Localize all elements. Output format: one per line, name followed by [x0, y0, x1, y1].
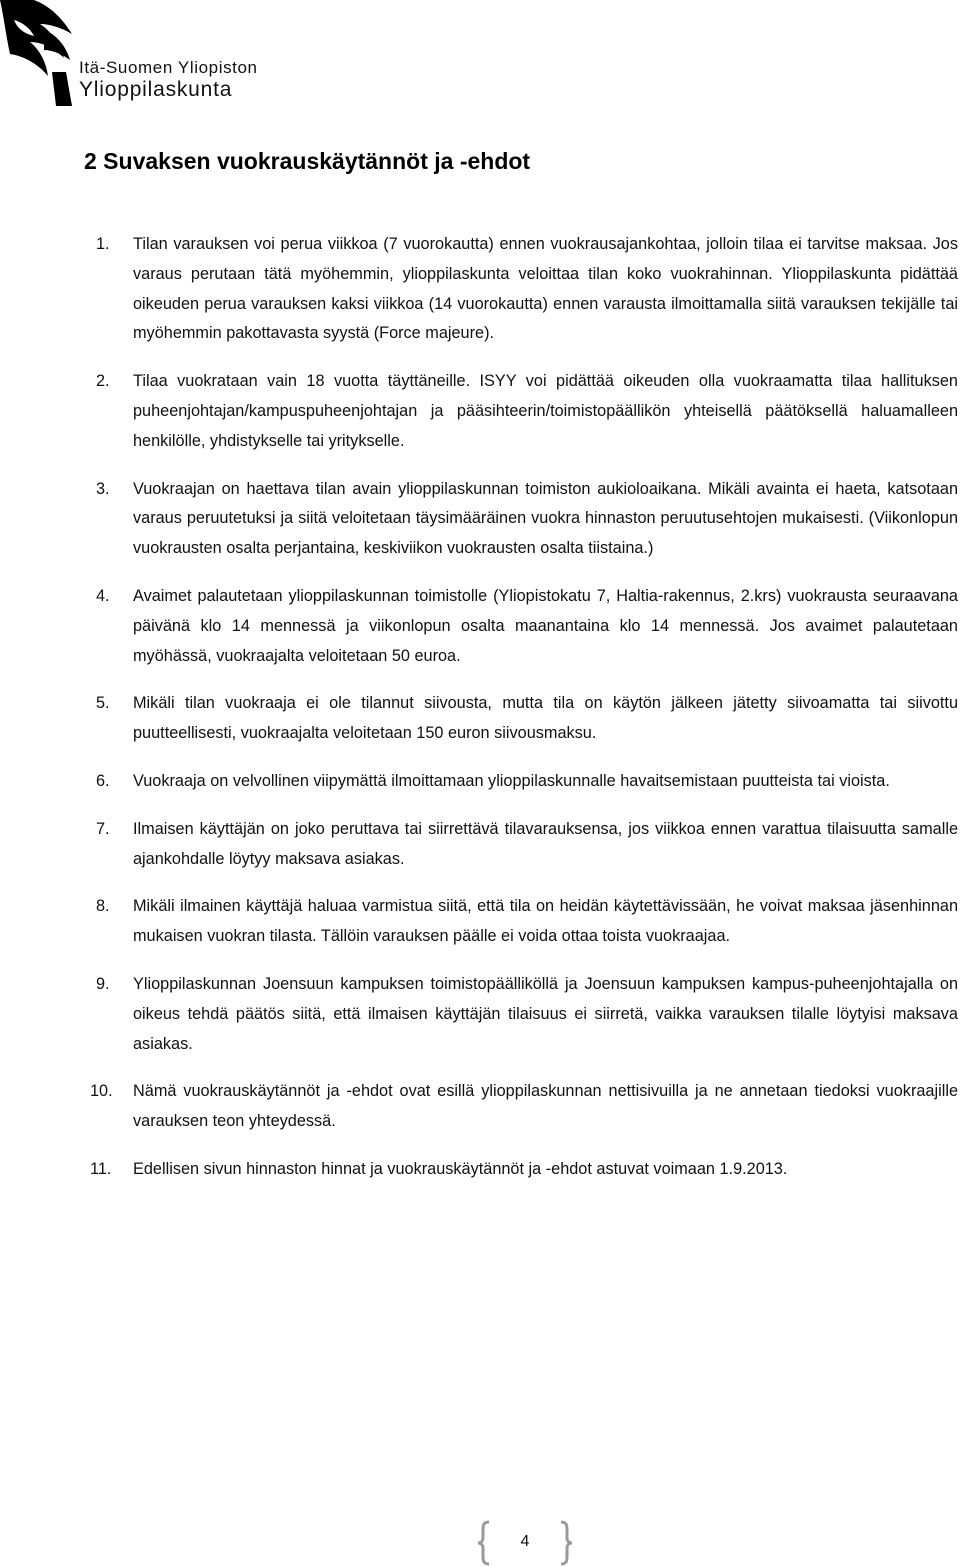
rule-item-2	[96, 367, 958, 456]
rule-item-7	[96, 815, 958, 875]
rule-text: Tilan varauksen voi perua viikkoa (7 vuorokautta) ennen vuokrausajankohtaa, jolloin tilaa ei tarvitse maksaa. Jos varaus perutaan tätä myöhemmin, ylioppilaskunta veloittaa tilan koko vuokrahinnan. Ylioppilaskunta pidättää oikeuden perua varauksen kaksi viikkoa (14 vuorokautta) ennen varausta ilmoittamalla siitä varauksen tekijälle tai myöhemmin pakottavasta syystä (Force majeure).	[133, 235, 958, 343]
rule-number: 7.	[96, 819, 110, 838]
rule-text: Mikäli ilmainen käyttäjä haluaa varmistua siitä, että tila on heidän käytettävissään, he voivat maksaa jäsenhinnan mukaisen vuokran tilasta. Tällöin varauksen päälle ei voida ottaa toista vuokraajaa.	[133, 897, 958, 946]
rule-item-10	[90, 1077, 958, 1137]
rule-text: Ilmaisen käyttäjän on joko peruttava tai siirrettävä tilavarauksensa, jos viikkoa ennen varattua tilaisuutta samalle ajankohdalle löytyy maksava asiakas.	[133, 819, 958, 868]
logo-organization-line: Itä-Suomen Yliopiston	[79, 58, 258, 77]
rule-number: 9.	[96, 974, 110, 993]
rule-number: 10.	[90, 1082, 113, 1101]
rule-text: Edellisen sivun hinnaston hinnat ja vuokrauskäytännöt ja -ehdot astuvat voimaan 1.9.2013.	[133, 1159, 788, 1178]
rule-number: 4.	[96, 586, 110, 605]
rule-number: 1.	[96, 235, 110, 253]
rule-item-3	[96, 475, 958, 564]
rule-number: 5.	[96, 694, 110, 713]
rule-text: Tilaa vuokrataan vain 18 vuotta täyttäneille. ISYY voi pidättää oikeuden olla vuokraamatta tilaa hallituksen puheenjohtajan/kampuspuheenjohtajan ja pääsihteerin/toimistopäällikön yhteisellä päätöksellä haluamalleen henkilölle, yhdistykselle tai yritykselle.	[133, 372, 958, 450]
rule-text: Ylioppilaskunnan Joensuun kampuksen toimistopäälliköllä ja Joensuun kampuksen kampus-puheenjohtajalla on oikeus tehdä päätös siitä, että ilmaisen käyttäjän tilaisuus ei siirretä, vaikka varauksen tilalle löytyisi maksava asiakas.	[133, 974, 958, 1053]
rule-item-11	[90, 1155, 958, 1185]
logo	[0, 0, 310, 110]
logo-union-line: Ylioppilaskunta	[79, 78, 233, 101]
rule-text: Vuokraaja on velvollinen viipymättä ilmoittamaan ylioppilaskunnalle havaitsemistaan puutteista tai vioista.	[133, 771, 890, 790]
rule-number: 6.	[96, 771, 110, 790]
rule-number: 2.	[96, 372, 110, 391]
rule-text: Vuokraajan on haettava tilan avain ylioppilaskunnan toimiston aukioloaikana. Mikäli avainta ei haeta, katsotaan varaus peruutetuksi ja siitä veloitetaan täysimääräinen vuokra hinnaston peruutusehtojen mukaisesti. (Viikonlopun vuokrausten osalta perjantaina, keskiviikon vuokrausten osalta tiistaina.)	[133, 479, 958, 558]
rule-item-9	[96, 970, 958, 1059]
rule-text: Avaimet palautetaan ylioppilaskunnan toimistolle (Yliopistokatu 7, Haltia-rakennus, 2.krs) vuokrausta seuraavana päivänä klo 14 mennessä ja viikonlopun osalta maanantaina klo 14 mennessä. Jos avaimet palautetaan myöhässä, vuokraajalta veloitetaan 50 euroa.	[133, 586, 958, 665]
rule-number: 3.	[96, 479, 110, 498]
rule-text: Mikäli tilan vuokraaja ei ole tilannut siivousta, mutta tila on käytön jälkeen jätetty siivoamatta tai siivottu puutteellisesti, vuokraajalta veloitetaan 150 euron siivousmaksu.	[133, 694, 958, 743]
rule-item-8	[96, 892, 958, 952]
rule-number: 8.	[96, 897, 110, 916]
rule-item-6	[96, 767, 958, 797]
page-number: 4	[520, 1533, 530, 1550]
page-footer	[475, 1520, 575, 1566]
rules-list	[90, 230, 958, 1203]
rule-item-1	[96, 230, 958, 349]
page-title: 2 Suvaksen vuokrauskäytännöt ja -ehdot	[84, 148, 531, 174]
rule-text: Nämä vuokrauskäytännöt ja -ehdot ovat esillä ylioppilaskunnan nettisivuilla ja ne annetaan tiedoksi vuokraajille varauksen teon yhteydessä.	[133, 1082, 958, 1131]
rule-item-5	[96, 689, 958, 749]
rule-item-4	[96, 582, 958, 671]
rule-number: 11.	[90, 1159, 112, 1178]
owl-emblem-icon	[0, 0, 80, 110]
